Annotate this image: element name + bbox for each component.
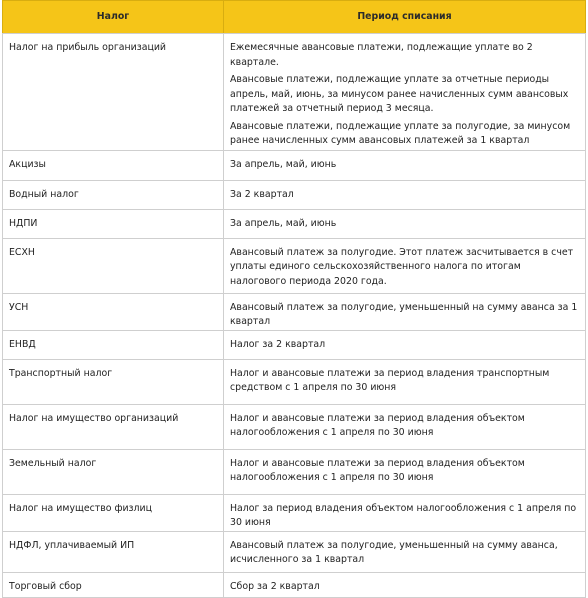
period-cell	[224, 359, 586, 404]
period-text: Налог и авансовые платежи за период владения объектом налогообложения с 1 апреля по 30 июня	[230, 412, 525, 438]
period-cell	[224, 293, 586, 330]
table-row	[3, 404, 586, 449]
tax-name-cell: НДФЛ, уплачиваемый ИП	[3, 531, 224, 572]
period-cell	[224, 238, 586, 293]
tax-name-cell: ЕСХН	[3, 238, 224, 293]
table-row	[3, 359, 586, 404]
table-row	[3, 572, 586, 597]
period-cell	[224, 34, 586, 151]
period-cell	[224, 572, 586, 597]
tax-name-cell: ЕНВД	[3, 330, 224, 359]
period-text: Налог за 2 квартал	[230, 338, 326, 350]
period-cell	[224, 449, 586, 494]
period-text: За апрель, май, июнь	[230, 217, 337, 229]
tax-name-cell: Водный налог	[3, 180, 224, 209]
table-row	[3, 449, 586, 494]
table-row	[3, 209, 586, 238]
period-cell	[224, 209, 586, 238]
table-row	[3, 150, 586, 180]
period-text: Налог и авансовые платежи за период владения транспортным средством с 1 апреля по 30 июня	[230, 367, 550, 393]
period-cell	[224, 330, 586, 359]
header-tax: Налог	[3, 1, 224, 34]
tax-name-cell: НДПИ	[3, 209, 224, 238]
table-row	[3, 238, 586, 293]
period-cell	[224, 494, 586, 531]
period-cell	[224, 404, 586, 449]
header-period: Период списания	[224, 1, 586, 34]
table-row	[3, 293, 586, 330]
period-text: Авансовый платеж за полугодие. Этот платеж засчитывается в счет уплаты единого сельскохозяйственного налога по итогам налогового периода 2020 года.	[230, 246, 574, 287]
tax-table	[2, 0, 586, 598]
period-text: Авансовый платеж за полугодие, уменьшенный на сумму аванса за 1 квартал	[230, 301, 578, 327]
period-text: Сбор за 2 квартал	[230, 580, 320, 592]
tax-name-cell: Торговый сбор	[3, 572, 224, 597]
period-text: Авансовые платежи, подлежащие уплате за полугодие, за минусом ранее начисленных сумм авансовых платежей за 1 квартал	[230, 120, 571, 146]
tax-name-cell: Налог на имущество организаций	[3, 404, 224, 449]
tax-name-cell: Земельный налог	[3, 449, 224, 494]
period-text: Ежемесячные авансовые платежи, подлежащие уплате во 2 квартале.	[230, 42, 533, 68]
period-text: Налог и авансовые платежи за период владения объектом налогообложения с 1 апреля по 30 июня	[230, 457, 525, 483]
period-text: Авансовый платеж за полугодие, уменьшенный на сумму аванса, исчисленного за 1 квартал	[230, 539, 558, 565]
tax-name-cell: Акцизы	[3, 150, 224, 180]
header-row	[3, 1, 586, 34]
period-cell	[224, 150, 586, 180]
period-text: Авансовые платежи, подлежащие уплате за отчетные периоды апрель, май, июнь, за минусом ранее начисленных сумм авансовых платежей за отчетный период 3 месяца.	[230, 74, 569, 114]
tax-name-cell: Налог на имущество физлиц	[3, 494, 224, 531]
period-text: Налог за период владения объектом налогообложения с 1 апреля по 30 июня	[230, 502, 577, 528]
tax-name-cell: Налог на прибыль организаций	[3, 34, 224, 151]
table-row	[3, 34, 586, 151]
tax-name-cell: Транспортный налог	[3, 359, 224, 404]
tax-name-cell: УСН	[3, 293, 224, 330]
table-row	[3, 531, 586, 572]
period-cell	[224, 180, 586, 209]
table-row	[3, 494, 586, 531]
table-row	[3, 330, 586, 359]
table-row	[3, 180, 586, 209]
period-text: За апрель, май, июнь	[230, 158, 337, 170]
period-cell	[224, 531, 586, 572]
period-text: За 2 квартал	[230, 188, 294, 200]
